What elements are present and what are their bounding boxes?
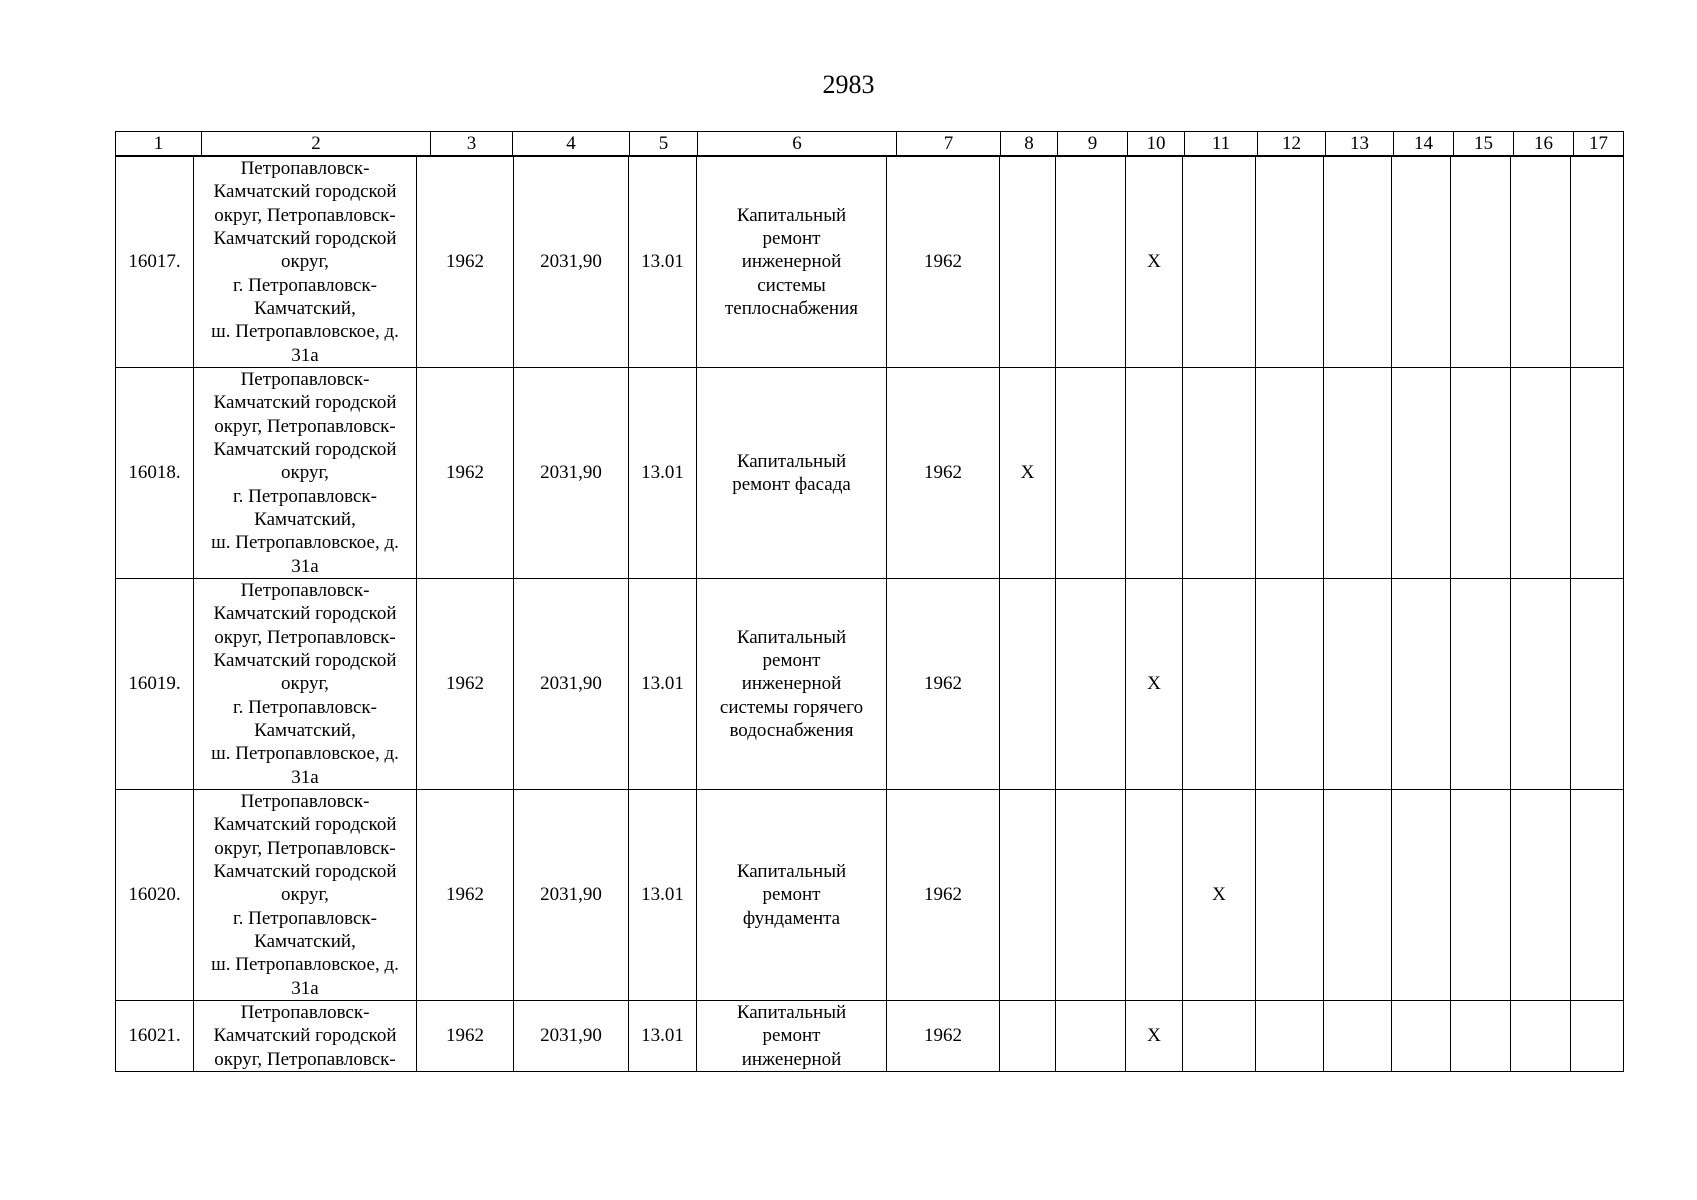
build-year-cell: 1962 [417, 579, 514, 790]
area-cell: 2031,90 [514, 790, 629, 1001]
mark-cell [1324, 157, 1392, 368]
mark-cell [1392, 157, 1451, 368]
mark-cell [1451, 368, 1511, 579]
mark-cell [1392, 368, 1451, 579]
header-cell: 9 [1058, 132, 1128, 156]
mark-cell [1392, 1001, 1451, 1072]
mark-cell [1511, 368, 1571, 579]
mark-cell [1256, 157, 1324, 368]
year-cell: 1962 [887, 579, 1000, 790]
mark-cell [1056, 579, 1126, 790]
mark-cell [1324, 1001, 1392, 1072]
year-cell: 1962 [887, 157, 1000, 368]
mark-cell [1571, 579, 1624, 790]
row-number: 16020. [116, 790, 194, 1001]
area-cell: 2031,90 [514, 1001, 629, 1072]
mark-cell [1183, 1001, 1256, 1072]
mark-cell [1056, 368, 1126, 579]
mark-cell [1324, 579, 1392, 790]
mark-cell [1056, 790, 1126, 1001]
repair-plan-table [115, 156, 1624, 1072]
area-cell: 2031,90 [514, 368, 629, 579]
table-row [116, 790, 1624, 1001]
address-cell: Петропавловск- Камчатский городской округ, Петропавловск- Камчатский городской округ, г. Петропавловск- Камчатский, ш. Петропавловское, д. 31а [194, 368, 417, 579]
row-number: 16017. [116, 157, 194, 368]
header-cell: 13 [1326, 132, 1394, 156]
mark-cell [1571, 157, 1624, 368]
header-cell: 3 [431, 132, 513, 156]
table-row [116, 579, 1624, 790]
mark-cell [1000, 157, 1056, 368]
mark-cell [1571, 1001, 1624, 1072]
code-cell: 13.01 [629, 157, 697, 368]
mark-cell [1571, 790, 1624, 1001]
mark-cell [1056, 1001, 1126, 1072]
mark-cell [1000, 790, 1056, 1001]
mark-cell: X [1000, 368, 1056, 579]
mark-cell [1126, 790, 1183, 1001]
row-number: 16021. [116, 1001, 194, 1072]
column-number-header [115, 131, 1624, 156]
code-cell: 13.01 [629, 579, 697, 790]
header-row [116, 132, 1624, 156]
mark-cell [1511, 1001, 1571, 1072]
mark-cell: X [1126, 157, 1183, 368]
header-cell: 1 [116, 132, 202, 156]
mark-cell [1511, 157, 1571, 368]
year-cell: 1962 [887, 1001, 1000, 1072]
mark-cell [1451, 1001, 1511, 1072]
header-cell: 4 [513, 132, 630, 156]
header-cell: 15 [1454, 132, 1514, 156]
header-cell: 7 [897, 132, 1001, 156]
row-number: 16018. [116, 368, 194, 579]
work-type-cell: Капитальный ремонт фундамента [697, 790, 887, 1001]
mark-cell [1183, 368, 1256, 579]
header-cell: 14 [1394, 132, 1454, 156]
area-cell: 2031,90 [514, 579, 629, 790]
mark-cell [1183, 157, 1256, 368]
mark-cell [1511, 579, 1571, 790]
mark-cell [1256, 579, 1324, 790]
mark-cell [1571, 368, 1624, 579]
mark-cell [1324, 368, 1392, 579]
mark-cell [1324, 790, 1392, 1001]
header-cell: 10 [1128, 132, 1185, 156]
work-type-cell: Капитальный ремонт фасада [697, 368, 887, 579]
mark-cell [1256, 1001, 1324, 1072]
mark-cell: X [1126, 579, 1183, 790]
mark-cell: X [1126, 1001, 1183, 1072]
mark-cell [1183, 579, 1256, 790]
address-cell: Петропавловск- Камчатский городской округ, Петропавловск- Камчатский городской округ, г. Петропавловск- Камчатский, ш. Петропавловское, д. 31а [194, 790, 417, 1001]
mark-cell [1451, 790, 1511, 1001]
mark-cell [1392, 579, 1451, 790]
work-type-cell: Капитальный ремонт инженерной [697, 1001, 887, 1072]
table-row [116, 157, 1624, 368]
mark-cell [1451, 579, 1511, 790]
header-cell: 6 [698, 132, 897, 156]
header-cell: 5 [630, 132, 698, 156]
year-cell: 1962 [887, 790, 1000, 1001]
address-cell: Петропавловск- Камчатский городской округ, Петропавловск- [194, 1001, 417, 1072]
code-cell: 13.01 [629, 368, 697, 579]
work-type-cell: Капитальный ремонт инженерной системы горячего водоснабжения [697, 579, 887, 790]
header-cell: 8 [1001, 132, 1058, 156]
mark-cell [1256, 368, 1324, 579]
mark-cell [1511, 790, 1571, 1001]
mark-cell [1392, 790, 1451, 1001]
table-row [116, 368, 1624, 579]
area-cell: 2031,90 [514, 157, 629, 368]
address-cell: Петропавловск- Камчатский городской округ, Петропавловск- Камчатский городской округ, г. Петропавловск- Камчатский, ш. Петропавловское, д. 31а [194, 579, 417, 790]
code-cell: 13.01 [629, 1001, 697, 1072]
header-cell: 11 [1185, 132, 1258, 156]
build-year-cell: 1962 [417, 368, 514, 579]
work-type-cell: Капитальный ремонт инженерной системы теплоснабжения [697, 157, 887, 368]
row-number: 16019. [116, 579, 194, 790]
header-cell: 17 [1574, 132, 1624, 156]
build-year-cell: 1962 [417, 790, 514, 1001]
address-cell: Петропавловск- Камчатский городской округ, Петропавловск- Камчатский городской округ, г. Петропавловск- Камчатский, ш. Петропавловское, д. 31а [194, 157, 417, 368]
mark-cell [1056, 157, 1126, 368]
code-cell: 13.01 [629, 790, 697, 1001]
table-row [116, 1001, 1624, 1072]
mark-cell: X [1183, 790, 1256, 1001]
mark-cell [1451, 157, 1511, 368]
header-cell: 12 [1258, 132, 1326, 156]
build-year-cell: 1962 [417, 1001, 514, 1072]
mark-cell [1256, 790, 1324, 1001]
header-cell: 16 [1514, 132, 1574, 156]
build-year-cell: 1962 [417, 157, 514, 368]
mark-cell [1000, 579, 1056, 790]
page-number: 2983 [822, 70, 875, 99]
header-cell: 2 [202, 132, 431, 156]
mark-cell [1000, 1001, 1056, 1072]
mark-cell [1126, 368, 1183, 579]
year-cell: 1962 [887, 368, 1000, 579]
